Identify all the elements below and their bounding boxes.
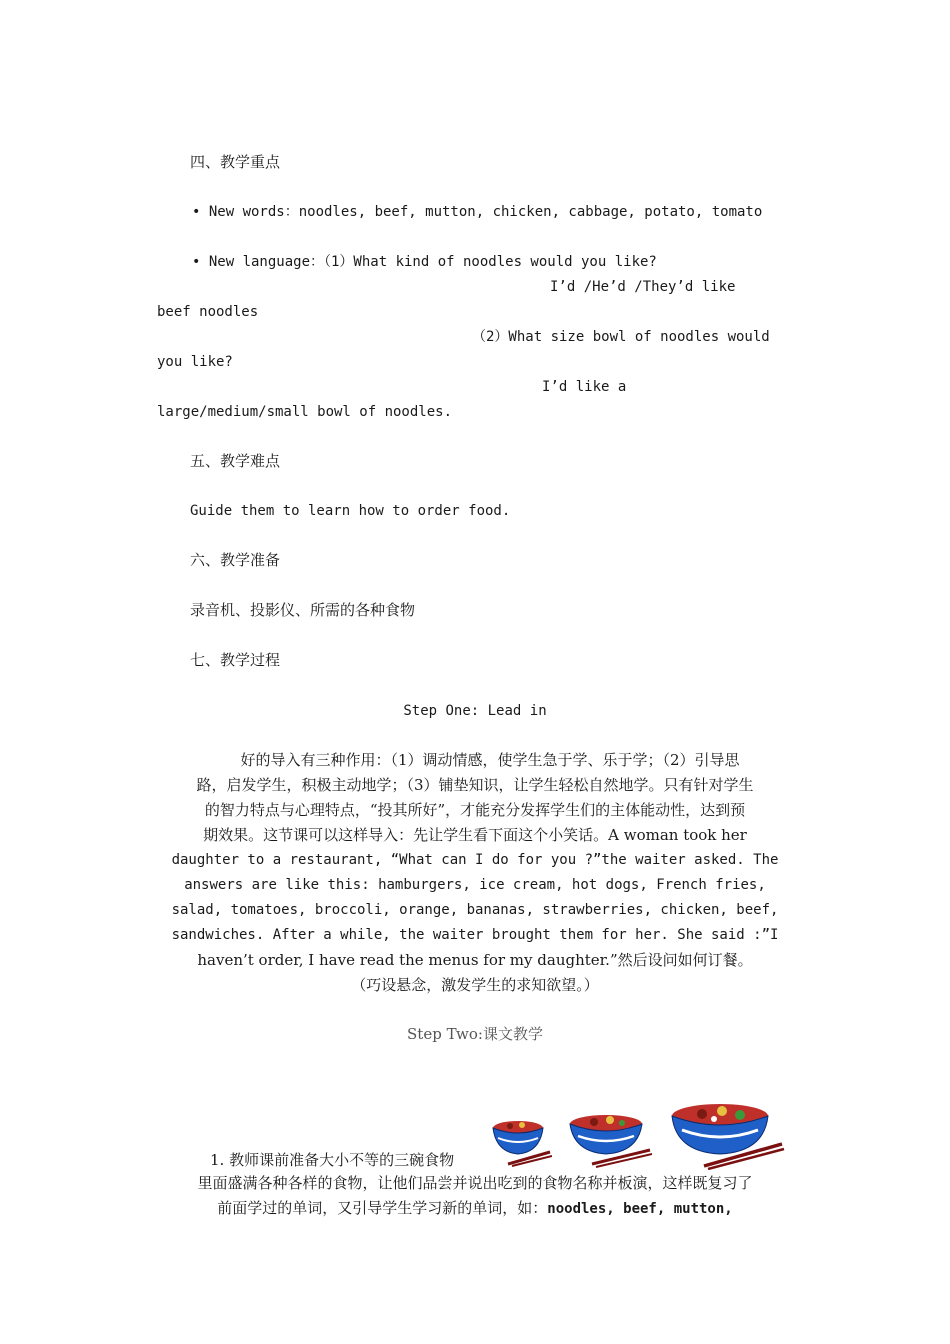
section-heading-key-points: 四、教学重点 — [190, 153, 281, 171]
new-language-line-7: large/medium/small bowl of noodles. — [157, 404, 453, 420]
small-noodle-bowl-icon — [490, 1116, 552, 1168]
new-language-line-6: I’d like a — [542, 379, 627, 395]
paragraph-line: 路，启发学生，积极主动地学；（3）铺垫知识，让学生轻松自然地学。只有针对学生 — [196, 776, 754, 794]
paragraph-line: sandwiches. After a while, the waiter brought them for her. She said :”I — [171, 927, 779, 943]
new-language-line-5: you like? — [157, 354, 233, 370]
new-words-line: • New words：noodles, beef, mutton, chicken, cabbage, potato, tomato — [192, 204, 763, 220]
section-heading-preparation: 六、教学准备 — [190, 551, 281, 569]
new-language-line-4: （2）What size bowl of noodles would — [472, 329, 770, 345]
paragraph-line: 的智力特点与心理特点，“投其所好”，才能充分发挥学生们的主体能动性，达到预 — [204, 801, 746, 819]
paragraph-line: daughter to a restaurant, “What can I do for you ?”the waiter asked. The — [171, 852, 779, 868]
new-language-line-1: • New language：（1）What kind of noodles would you like? — [192, 254, 657, 270]
preparation-body: 录音机、投影仪、所需的各种食物 — [190, 601, 416, 619]
section-heading-difficulties: 五、教学难点 — [190, 452, 281, 470]
paragraph-line: 好的导入有三种作用：（1）调动情感，使学生急于学、乐于学；（2）引导思 — [240, 751, 740, 769]
step-two-title: Step Two:课文教学 — [407, 1025, 543, 1043]
item-one-line-3-text: 前面学过的单词，又引导学生学习新的单词，如： — [217, 1199, 548, 1217]
large-noodle-bowl-icon — [668, 1100, 786, 1170]
step-one-title: Step One: Lead in — [403, 703, 547, 719]
paragraph-line: answers are like this: hamburgers, ice cream, hot dogs, French fries, — [184, 877, 766, 893]
item-one-line-3 — [150, 1198, 800, 1219]
item-one-line-1: 1. 教师课前准备大小不等的三碗食物 — [210, 1151, 455, 1169]
paragraph-line: salad, tomatoes, broccoli, orange, bananas, strawberries, chicken, beef, — [171, 902, 779, 918]
item-one-line-2: 里面盛满各种各样的食物，让他们品尝并说出吃到的食物名称并板演，这样既复习了 — [197, 1174, 753, 1192]
medium-noodle-bowl-icon — [566, 1110, 652, 1168]
section-heading-process: 七、教学过程 — [190, 651, 281, 669]
paragraph-line: （巧设悬念，激发学生的求知欲望。） — [351, 976, 599, 994]
item-one-new-words: noodles, beef, mutton, — [547, 1201, 733, 1217]
new-language-line-2: I’d /He’d /They’d like — [550, 279, 736, 295]
difficulties-body: Guide them to learn how to order food. — [190, 503, 511, 519]
new-language-line-3: beef noodles — [157, 304, 259, 320]
paragraph-line: 期效果。这节课可以这样导入：先让学生看下面这个小笑话。A woman took her — [203, 826, 747, 844]
paragraph-line: haven’t order, I have read the menus for my daughter.”然后设问如何订餐。 — [197, 951, 753, 969]
